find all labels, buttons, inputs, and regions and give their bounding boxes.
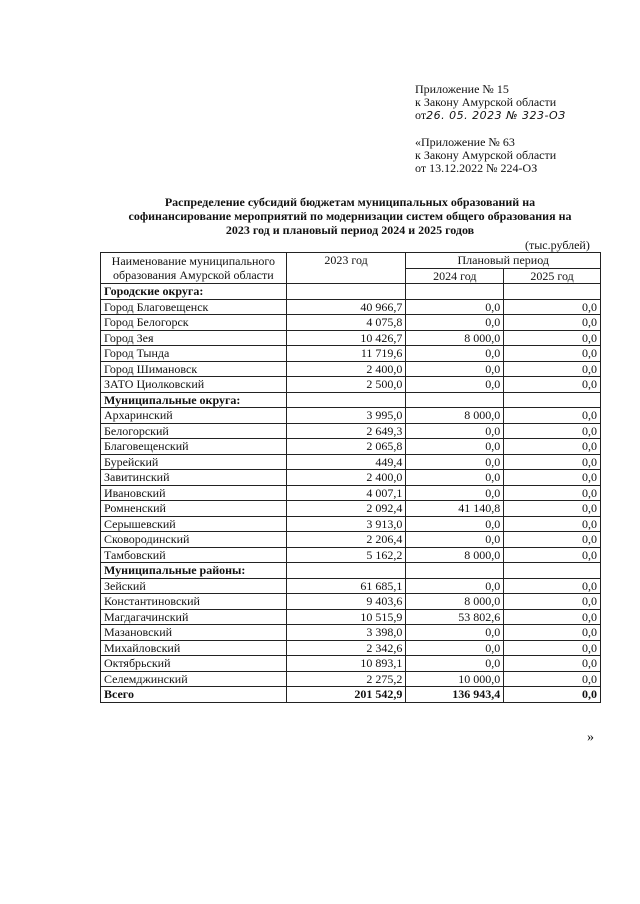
value-2025: 0,0 [504,330,601,346]
appendix-date-line [415,109,566,122]
header-planned: Плановый период [406,253,601,269]
total-2023: 201 542,9 [286,687,406,703]
table-row [101,454,601,470]
value-2023: 2 092,4 [286,501,406,517]
date-prefix: от [415,108,427,122]
value-2023: 449,4 [286,454,406,470]
value-2025: 0,0 [504,485,601,501]
value-2023: 2 206,4 [286,532,406,548]
total-2024: 136 943,4 [406,687,504,703]
value-2025: 0,0 [504,625,601,641]
table-row [101,485,601,501]
value-2023: 4 007,1 [286,485,406,501]
value-2024: 10 000,0 [406,671,504,687]
total-label: Всего [101,687,287,703]
empty-cell [286,563,406,579]
value-2023: 9 403,6 [286,594,406,610]
table-row [101,547,601,563]
table-row [101,346,601,362]
empty-cell [406,284,504,300]
value-2025: 0,0 [504,408,601,424]
closing-quote: » [587,730,594,745]
value-2024: 0,0 [406,516,504,532]
value-2025: 0,0 [504,439,601,455]
municipality-name: Серышевский [101,516,287,532]
municipality-name: Тамбовский [101,547,287,563]
table-body [101,284,601,703]
empty-cell [504,284,601,300]
municipality-name: Благовещенский [101,439,287,455]
appendix-current [415,83,566,122]
table-row [101,594,601,610]
municipality-name: Город Шимановск [101,361,287,377]
value-2024: 0,0 [406,439,504,455]
value-2024: 0,0 [406,578,504,594]
value-2025: 0,0 [504,640,601,656]
unit-label: (тыс.рублей) [525,238,590,252]
value-2023: 61 685,1 [286,578,406,594]
table-row [101,501,601,517]
table-row [101,470,601,486]
handwritten-date-number: 26. 05. 2023 № 323-ОЗ [426,109,566,122]
value-2024: 0,0 [406,315,504,331]
value-2025: 0,0 [504,609,601,625]
table-row [101,361,601,377]
original-appendix-number: «Приложение № 63 [415,135,515,149]
section-title: Муниципальные округа: [101,392,287,408]
empty-cell [406,392,504,408]
value-2023: 2 400,0 [286,361,406,377]
section-header-row [101,563,601,579]
title-line-2: софинансирование мероприятий по модернизации систем общего образования на [128,209,572,223]
title-line-1: Распределение субсидий бюджетам муниципальных образований на [164,195,536,209]
value-2023: 2 065,8 [286,439,406,455]
value-2023: 10 515,9 [286,609,406,625]
value-2023: 3 398,0 [286,625,406,641]
original-law-ref: к Закону Амурской области [415,148,557,162]
value-2024: 8 000,0 [406,547,504,563]
value-2024: 0,0 [406,361,504,377]
total-2025: 0,0 [504,687,601,703]
value-2023: 2 275,2 [286,671,406,687]
total-row [101,687,601,703]
municipality-name: Бурейский [101,454,287,470]
section-header-row [101,284,601,300]
value-2025: 0,0 [504,656,601,672]
table-row [101,439,601,455]
table-row [101,656,601,672]
header-2025: 2025 год [504,268,601,284]
table-row [101,640,601,656]
value-2025: 0,0 [504,671,601,687]
value-2024: 0,0 [406,377,504,393]
value-2023: 11 719,6 [286,346,406,362]
value-2025: 0,0 [504,346,601,362]
table-row [101,315,601,331]
table-row [101,625,601,641]
value-2023: 40 966,7 [286,299,406,315]
table-row [101,671,601,687]
value-2023: 5 162,2 [286,547,406,563]
header-2023: 2023 год [286,253,406,284]
value-2025: 0,0 [504,315,601,331]
empty-cell [504,392,601,408]
value-2025: 0,0 [504,501,601,517]
value-2024: 8 000,0 [406,330,504,346]
value-2024: 0,0 [406,470,504,486]
municipality-name: Сковородинский [101,532,287,548]
value-2023: 2 649,3 [286,423,406,439]
appendix-number: Приложение № 15 [415,82,509,96]
value-2024: 0,0 [406,454,504,470]
municipality-name: Город Благовещенск [101,299,287,315]
value-2024: 0,0 [406,625,504,641]
value-2025: 0,0 [504,594,601,610]
municipality-name: Селемджинский [101,671,287,687]
table-row [101,578,601,594]
subsidy-table [100,252,601,703]
table-row [101,330,601,346]
value-2024: 0,0 [406,346,504,362]
section-header-row [101,392,601,408]
value-2025: 0,0 [504,299,601,315]
value-2025: 0,0 [504,516,601,532]
value-2023: 3 995,0 [286,408,406,424]
table-row [101,609,601,625]
value-2025: 0,0 [504,547,601,563]
value-2023: 2 500,0 [286,377,406,393]
value-2023: 10 426,7 [286,330,406,346]
value-2025: 0,0 [504,423,601,439]
municipality-name: Город Тында [101,346,287,362]
table-row [101,423,601,439]
value-2025: 0,0 [504,377,601,393]
value-2023: 10 893,1 [286,656,406,672]
value-2024: 0,0 [406,299,504,315]
table-row [101,516,601,532]
municipality-name: Магдагачинский [101,609,287,625]
municipality-name: Мазановский [101,625,287,641]
municipality-name: ЗАТО Циолковский [101,377,287,393]
empty-cell [406,563,504,579]
value-2025: 0,0 [504,361,601,377]
municipality-name: Город Белогорск [101,315,287,331]
value-2024: 0,0 [406,656,504,672]
value-2024: 0,0 [406,640,504,656]
municipality-name: Михайловский [101,640,287,656]
appendix-original [415,136,556,175]
section-title: Муниципальные районы: [101,563,287,579]
table-row [101,377,601,393]
table-row [101,299,601,315]
document-title [100,195,600,237]
empty-cell [286,284,406,300]
value-2023: 4 075,8 [286,315,406,331]
value-2024: 0,0 [406,532,504,548]
table-row [101,408,601,424]
value-2024: 0,0 [406,485,504,501]
value-2024: 53 802,6 [406,609,504,625]
value-2023: 3 913,0 [286,516,406,532]
original-date-line: от 13.12.2022 № 224-ОЗ [415,161,538,175]
appendix-law-ref: к Закону Амурской области [415,95,557,109]
value-2024: 8 000,0 [406,594,504,610]
municipality-name: Зейский [101,578,287,594]
value-2025: 0,0 [504,532,601,548]
value-2024: 0,0 [406,423,504,439]
value-2025: 0,0 [504,454,601,470]
municipality-name: Октябрьский [101,656,287,672]
header-2024: 2024 год [406,268,504,284]
value-2023: 2 342,6 [286,640,406,656]
municipality-name: Завитинский [101,470,287,486]
municipality-name: Ивановский [101,485,287,501]
title-line-3: 2023 год и плановый период 2024 и 2025 годов [225,223,475,237]
value-2025: 0,0 [504,470,601,486]
empty-cell [504,563,601,579]
empty-cell [286,392,406,408]
municipality-name: Константиновский [101,594,287,610]
value-2025: 0,0 [504,578,601,594]
header-name: Наименование муниципального образования Амурской области [101,253,287,284]
value-2024: 8 000,0 [406,408,504,424]
table-row [101,532,601,548]
municipality-name: Белогорский [101,423,287,439]
value-2023: 2 400,0 [286,470,406,486]
municipality-name: Архаринский [101,408,287,424]
section-title: Городские округа: [101,284,287,300]
municipality-name: Город Зея [101,330,287,346]
value-2024: 41 140,8 [406,501,504,517]
municipality-name: Ромненский [101,501,287,517]
